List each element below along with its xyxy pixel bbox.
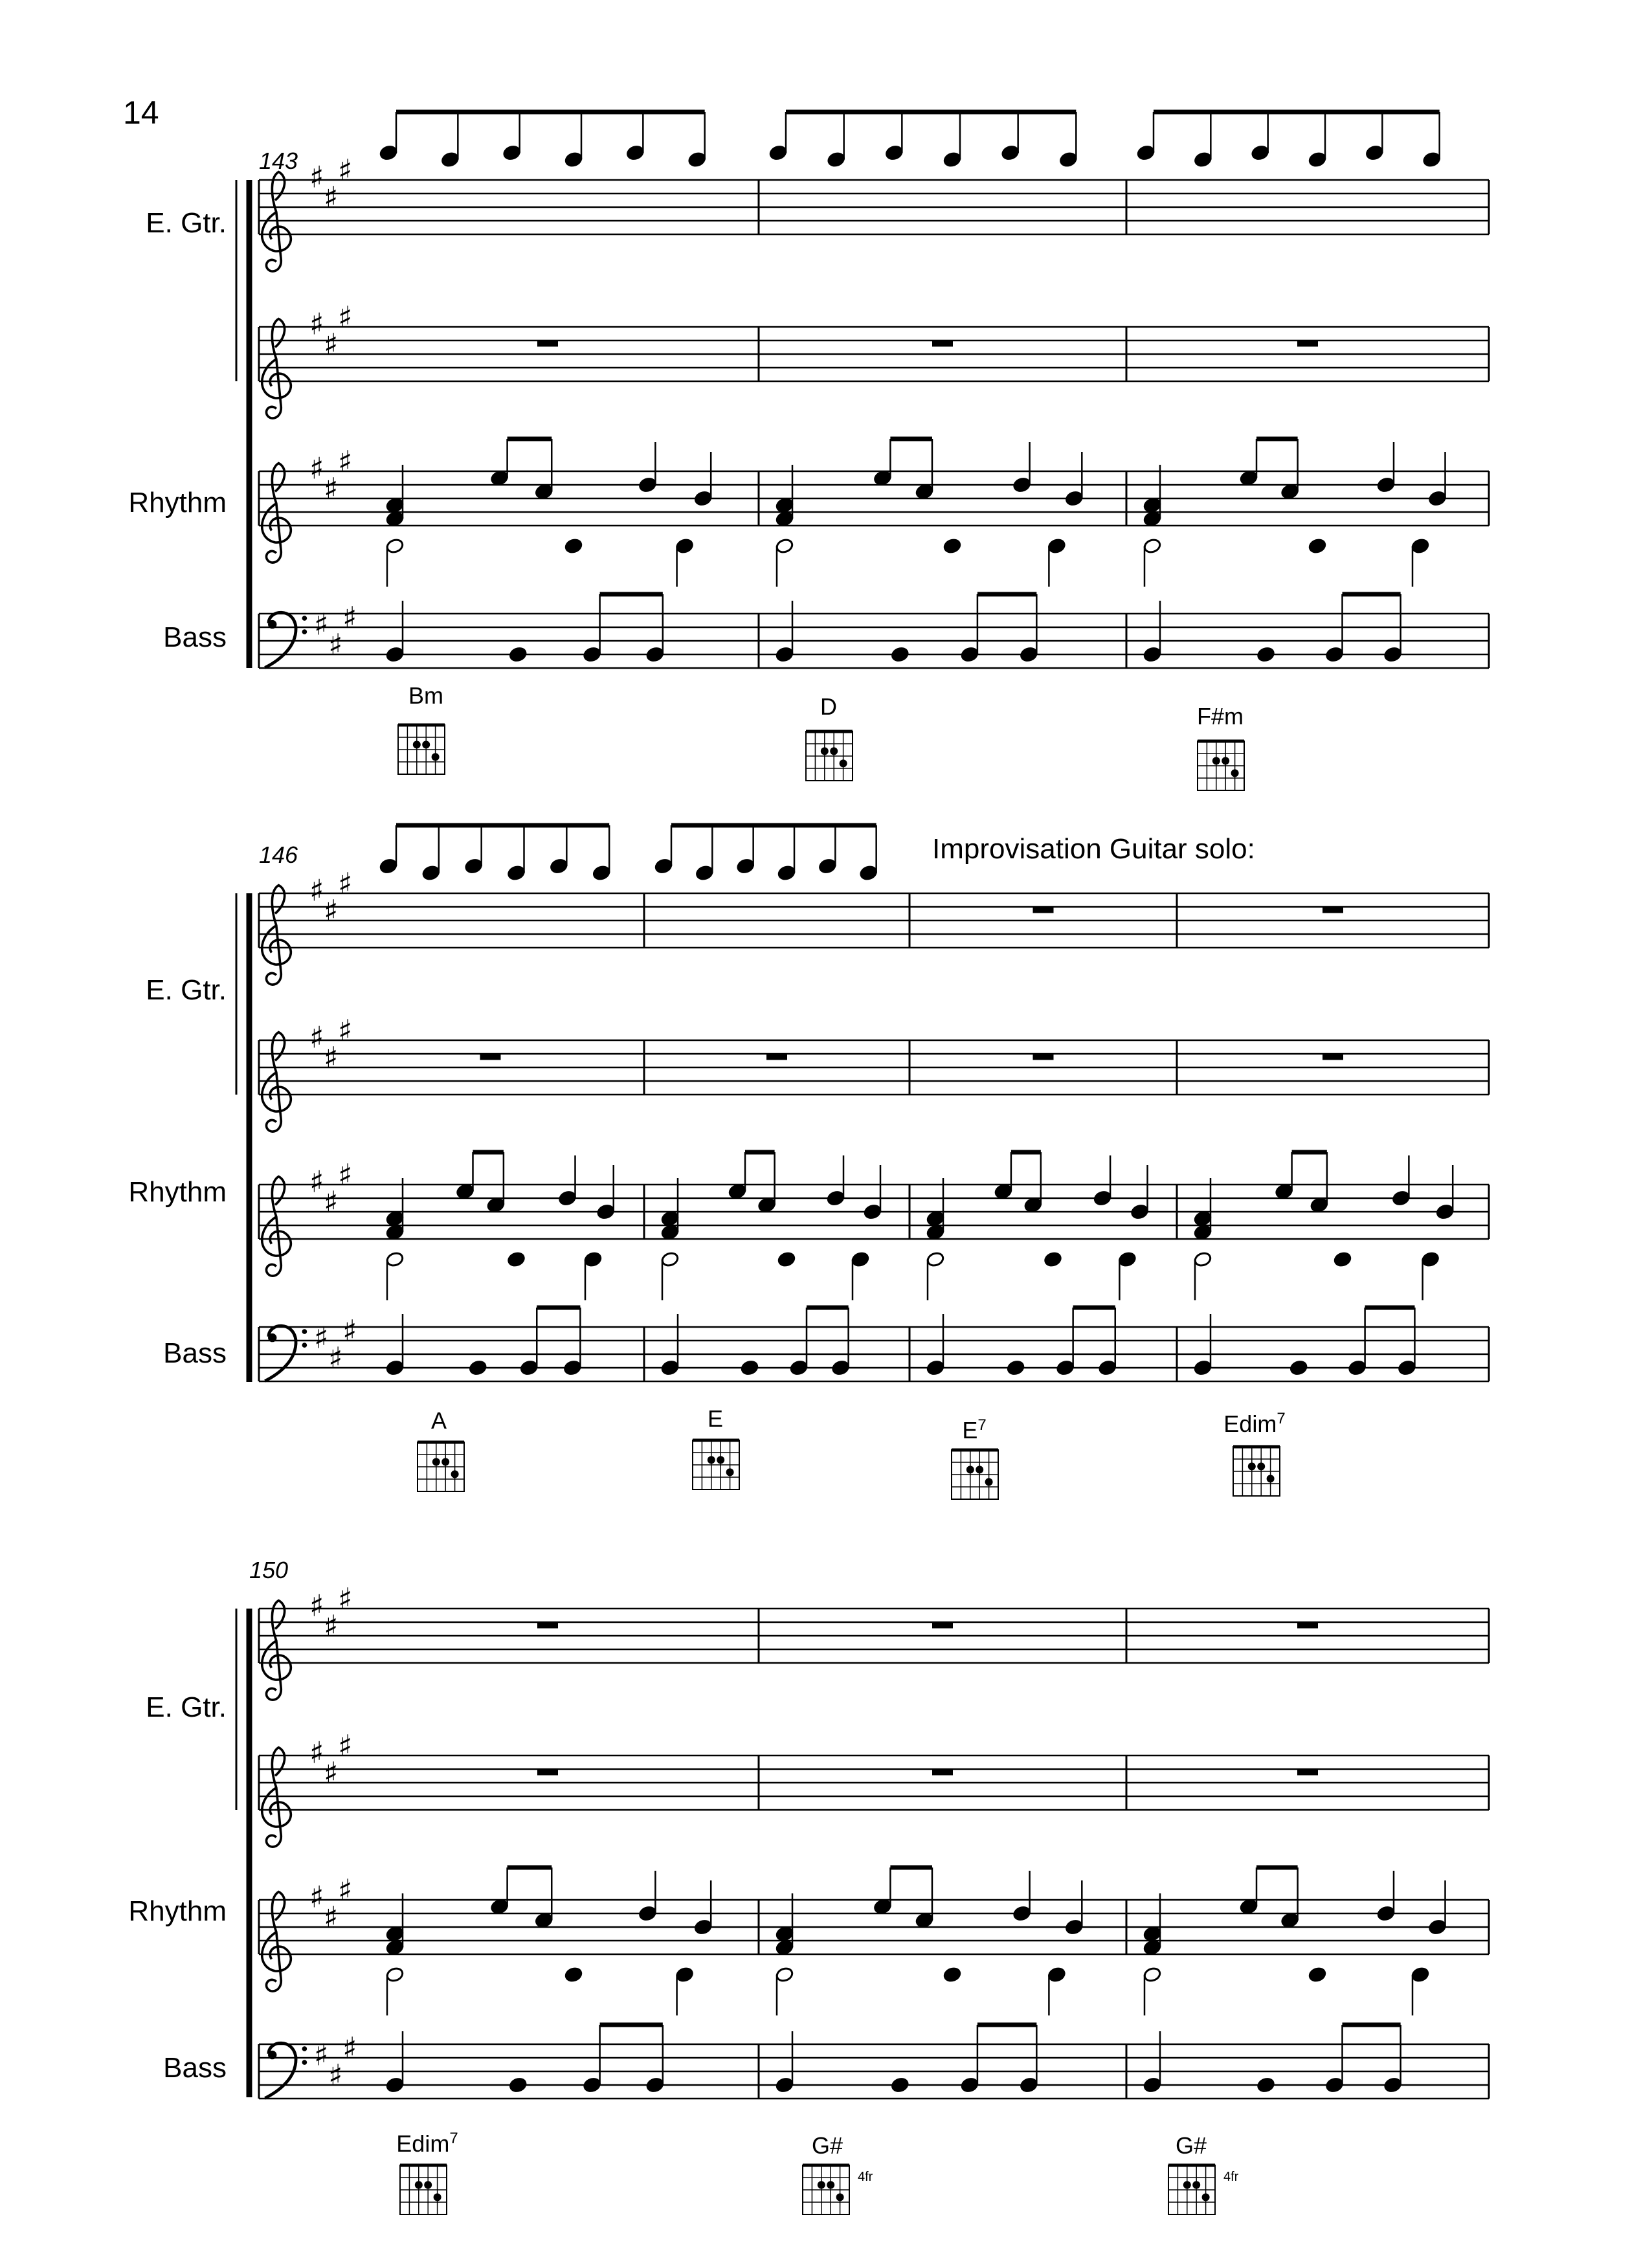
- notehead: [675, 538, 694, 554]
- notehead: [645, 2077, 664, 2093]
- clef: [262, 1177, 291, 1276]
- notehead: [490, 470, 509, 486]
- clef: [262, 1892, 291, 1992]
- chord-diagram-dot: [985, 1478, 993, 1486]
- notehead: [961, 2077, 979, 2093]
- whole-rest: [537, 340, 558, 347]
- whole-rest: [1323, 906, 1343, 913]
- chord-diagram-dot: [1267, 1475, 1275, 1482]
- notehead: [1093, 1190, 1112, 1206]
- sharp-sign: ♯: [309, 306, 324, 342]
- notehead: [1001, 144, 1020, 161]
- chord-diagram-dot: [836, 2193, 844, 2201]
- notehead: [1240, 1899, 1258, 1915]
- notehead: [1044, 1251, 1062, 1267]
- sharp-sign: ♯: [309, 1588, 324, 1623]
- notehead: [926, 1210, 945, 1227]
- notehead: [695, 865, 714, 881]
- instrument-label-bass: Bass: [163, 621, 227, 653]
- measure-number: 143: [259, 148, 298, 174]
- notehead: [926, 1224, 945, 1240]
- instrument-label-bass: Bass: [163, 2052, 227, 2084]
- chord-diagram-dot: [434, 2193, 441, 2201]
- page-number: 14: [123, 95, 159, 131]
- chord-diagram-dot: [1212, 757, 1220, 764]
- notehead: [776, 646, 794, 662]
- notehead: [1240, 470, 1258, 486]
- measure-number: 150: [249, 1557, 289, 1583]
- notehead: [1348, 1359, 1367, 1376]
- whole-rest: [932, 340, 953, 347]
- sharp-sign: ♯: [338, 300, 353, 335]
- whole-rest: [1297, 1622, 1318, 1629]
- instrument-label-lead: E. Gtr.: [146, 207, 227, 239]
- chord-name: E: [707, 1405, 723, 1432]
- notehead: [645, 646, 664, 662]
- notehead: [583, 646, 601, 662]
- sharp-sign: ♯: [324, 1185, 339, 1220]
- notehead: [873, 470, 892, 486]
- notehead: [994, 1183, 1013, 1199]
- notehead: [1024, 1197, 1043, 1213]
- fret-label: 4fr: [1223, 2170, 1239, 2184]
- chord-diagram-dot: [451, 1470, 459, 1478]
- sharp-sign: ♯: [324, 1609, 339, 1644]
- notehead: [694, 1919, 713, 1935]
- notehead: [1047, 538, 1066, 554]
- notehead: [1020, 2077, 1038, 2093]
- notehead: [1194, 1224, 1212, 1240]
- chord-diagram-dot: [726, 1468, 734, 1476]
- sharp-sign: ♯: [314, 607, 329, 642]
- notehead: [891, 2077, 910, 2093]
- notehead: [1325, 2077, 1344, 2093]
- sharp-sign: ♯: [328, 2058, 343, 2093]
- notehead: [1310, 1197, 1328, 1213]
- sharp-sign: ♯: [338, 1013, 353, 1049]
- notehead: [564, 538, 583, 554]
- notehead: [1007, 1359, 1025, 1376]
- sharp-sign: ♯: [309, 451, 324, 486]
- notehead: [1194, 1359, 1212, 1376]
- notehead: [535, 484, 553, 500]
- notehead: [687, 151, 706, 168]
- notehead: [654, 858, 673, 874]
- chord-name: A: [430, 1407, 447, 1434]
- notehead: [1377, 1905, 1396, 1921]
- sharp-sign: ♯: [309, 1735, 324, 1770]
- sharp-sign: ♯: [338, 1581, 353, 1617]
- notehead: [1308, 538, 1327, 554]
- notehead: [1308, 151, 1327, 168]
- notehead: [1421, 1251, 1440, 1267]
- chord-diagram-dot: [441, 1458, 449, 1466]
- notehead: [1098, 1359, 1117, 1376]
- notehead: [661, 1359, 680, 1376]
- notehead: [1256, 646, 1275, 662]
- notehead: [943, 538, 962, 554]
- notehead: [736, 858, 755, 874]
- notehead: [741, 1359, 759, 1376]
- notehead: [661, 1224, 680, 1240]
- sharp-sign: ♯: [338, 1873, 353, 1908]
- notehead: [563, 1359, 582, 1376]
- notehead: [1411, 1967, 1430, 1983]
- notehead: [509, 646, 528, 662]
- notehead: [1280, 1912, 1299, 1928]
- notehead: [827, 151, 845, 168]
- notehead: [776, 497, 794, 513]
- notehead: [1065, 1919, 1084, 1935]
- notehead: [535, 1912, 553, 1928]
- notehead: [638, 476, 657, 493]
- notehead: [675, 1967, 694, 1983]
- notehead: [1383, 646, 1402, 662]
- notehead: [1422, 151, 1441, 168]
- sharp-sign: ♯: [324, 180, 339, 216]
- clef: [262, 886, 291, 985]
- notehead: [558, 1190, 577, 1206]
- chord-diagram-dot: [966, 1466, 974, 1473]
- notehead: [421, 865, 440, 881]
- chord-diagram-dot: [717, 1456, 724, 1464]
- notehead: [728, 1183, 747, 1199]
- chord-diagram-dot: [1257, 1462, 1265, 1470]
- sharp-sign: ♯: [342, 1313, 357, 1349]
- sharp-sign: ♯: [309, 159, 324, 195]
- notehead: [915, 1912, 934, 1928]
- whole-rest: [537, 1768, 558, 1776]
- notehead: [379, 144, 398, 161]
- sharp-sign: ♯: [324, 1756, 339, 1791]
- notehead: [661, 1210, 680, 1227]
- sharp-sign: ♯: [338, 444, 353, 480]
- chord-name: Edim$^7$: [1223, 1410, 1286, 1437]
- notehead: [386, 2077, 405, 2093]
- notehead: [1280, 484, 1299, 500]
- chord-diagram-dot: [1183, 2181, 1191, 2189]
- clef: [262, 463, 291, 563]
- sharp-sign: ♯: [324, 893, 339, 929]
- sharp-sign: ♯: [338, 1157, 353, 1193]
- notehead: [386, 1359, 405, 1376]
- notehead: [1275, 1183, 1293, 1199]
- notehead: [961, 646, 979, 662]
- sharp-sign: ♯: [309, 1020, 324, 1055]
- notehead: [1047, 1967, 1066, 1983]
- notehead: [550, 858, 568, 874]
- sharp-sign: ♯: [342, 2031, 357, 2066]
- notehead: [502, 144, 521, 161]
- whole-rest: [1033, 906, 1054, 913]
- notehead: [1143, 646, 1162, 662]
- sharp-sign: ♯: [338, 866, 353, 902]
- notehead: [776, 1939, 794, 1956]
- notehead: [1143, 1939, 1162, 1956]
- notehead: [1411, 538, 1430, 554]
- clef: [262, 172, 291, 272]
- instrument-label-lead: E. Gtr.: [146, 1691, 227, 1723]
- notehead: [943, 1967, 962, 1983]
- notehead: [564, 1967, 583, 1983]
- chord-diagram-dot: [424, 2181, 432, 2189]
- notehead: [386, 511, 405, 527]
- sharp-sign: ♯: [309, 1879, 324, 1915]
- whole-rest: [1323, 1053, 1343, 1060]
- instrument-label-rhythm: Rhythm: [128, 1895, 227, 1927]
- notehead: [1256, 2077, 1275, 2093]
- notehead: [1020, 646, 1038, 662]
- notehead: [790, 1359, 809, 1376]
- whole-rest: [480, 1053, 501, 1060]
- whole-rest: [537, 1622, 558, 1629]
- chord-diagram-dot: [976, 1466, 983, 1473]
- sharp-sign: ♯: [328, 627, 343, 663]
- notehead: [584, 1251, 603, 1267]
- notehead: [1334, 1251, 1352, 1267]
- chord-diagram-dot: [413, 741, 421, 748]
- chord-name: F#m: [1197, 703, 1244, 730]
- notehead: [386, 497, 405, 513]
- notehead: [1143, 2077, 1162, 2093]
- notehead: [386, 1210, 405, 1227]
- notehead: [1137, 144, 1155, 161]
- notehead: [1428, 490, 1447, 506]
- clef: [262, 319, 291, 419]
- notehead: [507, 865, 526, 881]
- notehead: [827, 1190, 845, 1206]
- sharp-sign: ♯: [314, 1320, 329, 1355]
- notehead: [891, 646, 910, 662]
- notehead: [1143, 1967, 1162, 1983]
- notehead: [592, 865, 611, 881]
- notehead: [386, 538, 405, 554]
- notehead: [777, 865, 796, 881]
- instrument-label-rhythm: Rhythm: [128, 487, 227, 518]
- chord-diagram-dot: [830, 747, 838, 755]
- notehead: [1289, 1359, 1308, 1376]
- notehead: [776, 538, 794, 554]
- instrument-label-lead: E. Gtr.: [146, 974, 227, 1006]
- notehead: [1143, 497, 1162, 513]
- notehead: [464, 858, 483, 874]
- notehead: [926, 1251, 945, 1267]
- chord-name: Bm: [408, 682, 443, 709]
- notehead: [885, 144, 904, 161]
- notehead: [1194, 1251, 1212, 1267]
- notehead: [596, 1203, 615, 1220]
- notehead: [1436, 1203, 1455, 1220]
- notehead: [777, 1251, 796, 1267]
- whole-rest: [932, 1622, 953, 1629]
- chord-diagram-dot: [432, 1458, 440, 1466]
- chord-name: G#: [1175, 2132, 1207, 2159]
- instrument-label-bass: Bass: [163, 1337, 227, 1369]
- notehead: [520, 1359, 539, 1376]
- notehead: [386, 1939, 405, 1956]
- notehead: [1143, 511, 1162, 527]
- notehead: [915, 484, 934, 500]
- notehead: [386, 1926, 405, 1942]
- chord-name: G#: [811, 2132, 843, 2159]
- notehead: [1012, 1905, 1031, 1921]
- notehead: [456, 1183, 474, 1199]
- fret-label: 4fr: [858, 2170, 873, 2184]
- solo-annotation: Improvisation Guitar solo:: [932, 833, 1255, 865]
- notehead: [776, 1967, 794, 1983]
- notehead: [441, 151, 460, 168]
- notehead: [926, 1359, 945, 1376]
- chord-diagram-dot: [840, 759, 847, 767]
- notehead: [776, 1926, 794, 1942]
- clef: [262, 1748, 291, 1847]
- notehead: [507, 1251, 526, 1267]
- sharp-sign: ♯: [324, 1040, 339, 1076]
- notehead: [1325, 646, 1344, 662]
- chord-diagram-dot: [708, 1456, 715, 1464]
- notehead: [1143, 538, 1162, 554]
- notehead: [1012, 476, 1031, 493]
- chord-diagram-dot: [1222, 757, 1229, 764]
- notehead: [1130, 1203, 1149, 1220]
- music-notation: [236, 112, 1489, 2214]
- whole-rest: [1297, 1768, 1318, 1776]
- clef: [262, 1032, 291, 1132]
- chord-name: Edim$^7$: [396, 2130, 458, 2157]
- chord-diagram-dot: [432, 753, 440, 761]
- notehead: [661, 1251, 680, 1267]
- chord-diagram-dot: [415, 2181, 423, 2189]
- notehead: [776, 511, 794, 527]
- notehead: [776, 2077, 794, 2093]
- notehead: [818, 858, 837, 874]
- notehead: [859, 865, 878, 881]
- whole-rest: [1297, 340, 1318, 347]
- notehead: [487, 1197, 506, 1213]
- notehead: [1194, 1210, 1212, 1227]
- chord-name: D: [820, 693, 837, 720]
- notehead: [469, 1359, 487, 1376]
- notehead: [694, 490, 713, 506]
- notehead: [1308, 1967, 1327, 1983]
- notehead: [1059, 151, 1078, 168]
- whole-rest: [1033, 1053, 1054, 1060]
- sharp-sign: ♯: [338, 1728, 353, 1764]
- notehead: [831, 1359, 850, 1376]
- sharp-sign: ♯: [324, 1900, 339, 1935]
- notehead: [386, 1967, 405, 1983]
- notehead: [626, 144, 645, 161]
- sharp-sign: ♯: [328, 1341, 343, 1376]
- chord-diagram-dot: [1248, 1462, 1256, 1470]
- sharp-sign: ♯: [324, 327, 339, 362]
- chord-diagram-dot: [827, 2181, 834, 2189]
- sharp-sign: ♯: [309, 873, 324, 908]
- sharp-sign: ♯: [342, 600, 357, 636]
- notehead: [379, 858, 398, 874]
- chord-diagram-dot: [1231, 769, 1239, 777]
- sharp-sign: ♯: [309, 1164, 324, 1199]
- notehead: [1065, 490, 1084, 506]
- notehead: [1194, 151, 1212, 168]
- chord-diagram-dot: [1192, 2181, 1200, 2189]
- notehead: [1398, 1359, 1416, 1376]
- instrument-label-rhythm: Rhythm: [128, 1176, 227, 1208]
- notehead: [757, 1197, 776, 1213]
- notehead: [638, 1905, 657, 1921]
- notehead: [386, 646, 405, 662]
- notehead: [1377, 476, 1396, 493]
- sharp-sign: ♯: [338, 153, 353, 188]
- notehead: [873, 1899, 892, 1915]
- notehead: [1392, 1190, 1411, 1206]
- sharp-sign: ♯: [314, 2037, 329, 2073]
- chord-diagram-dot: [1202, 2193, 1210, 2201]
- sharp-sign: ♯: [324, 471, 339, 507]
- notehead: [386, 1251, 405, 1267]
- notehead: [769, 144, 788, 161]
- chord-name: $E^7$: [962, 1416, 987, 1444]
- chord-diagram-dot: [821, 747, 829, 755]
- whole-rest: [932, 1768, 953, 1776]
- clef: [262, 1601, 291, 1700]
- measure-number: 146: [259, 842, 298, 868]
- notehead: [1428, 1919, 1447, 1935]
- notehead: [386, 1224, 405, 1240]
- notehead: [564, 151, 583, 168]
- notehead: [1056, 1359, 1075, 1376]
- notehead: [1365, 144, 1384, 161]
- notehead: [864, 1203, 882, 1220]
- notehead: [583, 2077, 601, 2093]
- notehead: [1383, 2077, 1402, 2093]
- chord-diagram-dot: [422, 741, 430, 748]
- chord-diagram-dot: [818, 2181, 825, 2189]
- notehead: [1118, 1251, 1137, 1267]
- notehead: [1251, 144, 1269, 161]
- notehead: [943, 151, 962, 168]
- notehead: [509, 2077, 528, 2093]
- notehead: [851, 1251, 870, 1267]
- notehead: [1143, 1926, 1162, 1942]
- notehead: [490, 1899, 509, 1915]
- whole-rest: [766, 1053, 787, 1060]
